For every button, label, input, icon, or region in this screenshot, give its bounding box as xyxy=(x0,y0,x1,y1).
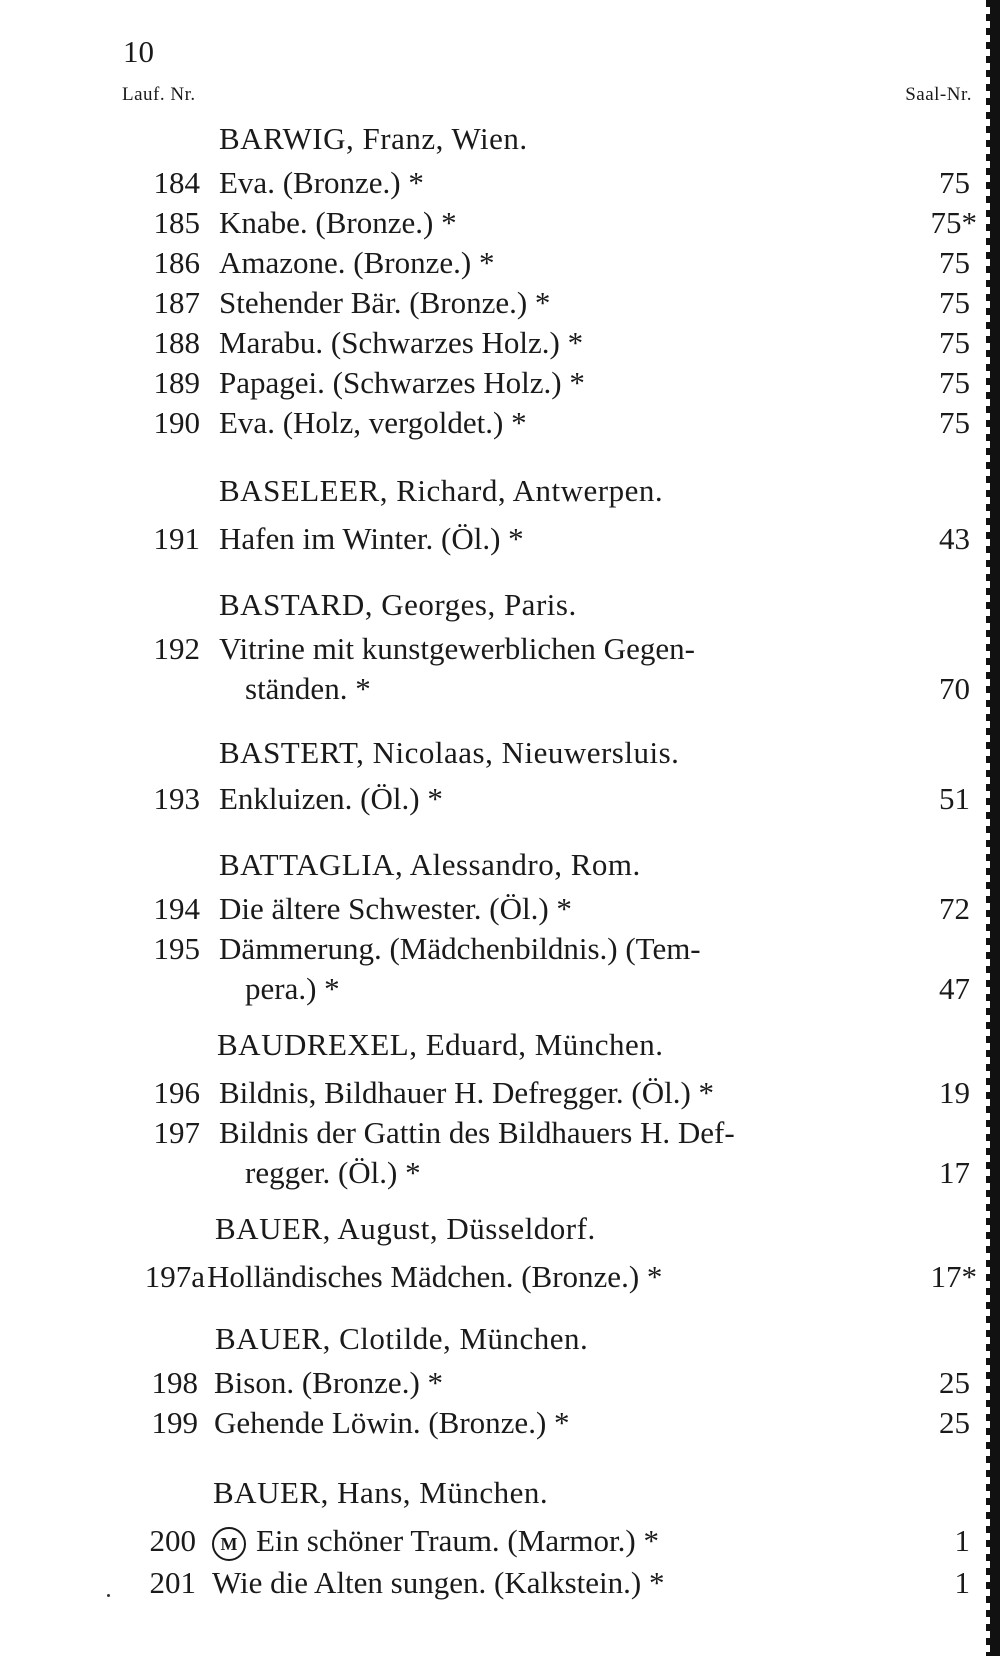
entry-number: 185 xyxy=(153,205,200,240)
entry-title-continuation: regger. (Öl.) * xyxy=(245,1155,421,1190)
catalog-entry xyxy=(0,1561,1000,1605)
entry-hall: 75 xyxy=(939,405,970,440)
entry-title: Gehende Löwin. (Bronze.) * xyxy=(214,1405,570,1440)
entry-hall: 72 xyxy=(939,891,970,926)
entry-number: 200 xyxy=(149,1523,196,1558)
entry-title: Eva. (Bronze.) * xyxy=(219,165,424,200)
entry-number: 195 xyxy=(153,931,200,966)
entry-hall: 47 xyxy=(939,971,970,1006)
entry-hall: 17 xyxy=(939,1155,970,1190)
catalog-entry xyxy=(0,1401,1000,1445)
entry-number: 196 xyxy=(153,1075,200,1110)
entry-title: Eva. (Holz, vergoldet.) * xyxy=(219,405,527,440)
entry-number: 197 xyxy=(153,1115,200,1150)
entry-title-wrapper xyxy=(212,1519,659,1563)
entry-number: 189 xyxy=(153,365,200,400)
entry-hall: 43 xyxy=(939,521,970,556)
entry-title: Holländisches Mädchen. (Bronze.) * xyxy=(207,1259,663,1294)
entry-title: Amazone. (Bronze.) * xyxy=(219,245,495,280)
artist-heading: BATTAGLIA, Alessandro, Rom. xyxy=(219,847,641,882)
entry-number: 193 xyxy=(153,781,200,816)
print-speck xyxy=(107,1594,110,1597)
catalog-entry xyxy=(0,241,1000,285)
entry-title: Wie die Alten sungen. (Kalkstein.) * xyxy=(212,1565,665,1600)
entry-title: Enkluizen. (Öl.) * xyxy=(219,781,443,816)
entry-number: 186 xyxy=(153,245,200,280)
entry-hall: 75* xyxy=(930,205,977,240)
catalog-entry xyxy=(0,777,1000,821)
artist-heading: BASELEER, Richard, Antwerpen. xyxy=(219,473,664,508)
entry-title: Die ältere Schwester. (Öl.) * xyxy=(219,891,572,926)
artist-heading: BASTARD, Georges, Paris. xyxy=(219,587,577,622)
catalog-entry xyxy=(0,1361,1000,1405)
entry-title: Dämmerung. (Mädchenbildnis.) (Tem- xyxy=(219,931,701,966)
entry-number: 198 xyxy=(151,1365,198,1400)
catalog-entry-continuation xyxy=(0,967,1000,1011)
entry-title: Bildnis, Bildhauer H. Defregger. (Öl.) * xyxy=(219,1075,715,1110)
entry-title: Knabe. (Bronze.) * xyxy=(219,205,457,240)
catalog-entry xyxy=(0,201,1000,245)
catalog-entry xyxy=(0,1071,1000,1115)
column-header-lauf-nr: Lauf. Nr. xyxy=(122,84,196,105)
catalog-entry xyxy=(0,361,1000,405)
artist-heading: BAUDREXEL, Eduard, München. xyxy=(217,1027,664,1062)
artist-heading: BAUER, August, Düsseldorf. xyxy=(215,1211,596,1246)
catalog-entry-continuation xyxy=(0,1151,1000,1195)
entry-title: Bison. (Bronze.) * xyxy=(214,1365,444,1400)
entry-number: 201 xyxy=(149,1565,196,1600)
medal-monogram-icon: M xyxy=(212,1527,246,1561)
entry-hall: 75 xyxy=(939,285,970,320)
entry-hall: 70 xyxy=(939,671,970,706)
entry-number: 194 xyxy=(153,891,200,926)
catalog-entry xyxy=(0,517,1000,561)
entry-title: Marabu. (Schwarzes Holz.) * xyxy=(219,325,584,360)
artist-heading: BAUER, Hans, München. xyxy=(213,1475,549,1510)
catalog-entry xyxy=(0,281,1000,325)
entry-number: 184 xyxy=(153,165,200,200)
catalog-entry xyxy=(0,321,1000,365)
entry-number: 187 xyxy=(153,285,200,320)
entry-hall: 51 xyxy=(939,781,970,816)
catalog-entry-continuation xyxy=(0,667,1000,711)
entry-hall: 75 xyxy=(939,245,970,280)
entry-hall: 17* xyxy=(930,1259,977,1294)
entry-hall: 75 xyxy=(939,325,970,360)
entry-hall: 25 xyxy=(939,1365,970,1400)
catalog-entry xyxy=(0,887,1000,931)
entry-number: 199 xyxy=(151,1405,198,1440)
page-number: 10 xyxy=(123,34,154,69)
entry-number: 188 xyxy=(153,325,200,360)
entry-hall: 75 xyxy=(939,165,970,200)
catalog-entry xyxy=(0,161,1000,205)
entry-title-continuation: pera.) * xyxy=(245,971,340,1006)
entry-title: Bildnis der Gattin des Bildhauers H. Def- xyxy=(219,1115,735,1150)
entry-title: Stehender Bär. (Bronze.) * xyxy=(219,285,551,320)
catalog-entry xyxy=(0,1519,1000,1563)
artist-heading: BASTERT, Nicolaas, Nieuwersluis. xyxy=(219,735,680,770)
entry-number: 190 xyxy=(153,405,200,440)
column-header-saal-nr: Saal-Nr. xyxy=(905,84,972,105)
catalog-entry xyxy=(0,1111,1000,1155)
entry-title: Hafen im Winter. (Öl.) * xyxy=(219,521,524,556)
artist-heading: BAUER, Clotilde, München. xyxy=(215,1321,589,1356)
catalog-entry xyxy=(0,401,1000,445)
entry-hall: 1 xyxy=(954,1565,970,1600)
entry-number: 197a xyxy=(144,1259,205,1294)
entry-hall: 75 xyxy=(939,365,970,400)
entry-title: Papagei. (Schwarzes Holz.) * xyxy=(219,365,585,400)
entry-number: 192 xyxy=(153,631,200,666)
entry-title: Vitrine mit kunstgewerblichen Gegen- xyxy=(219,631,695,666)
entry-title-continuation: ständen. * xyxy=(245,671,371,706)
artist-heading: BARWIG, Franz, Wien. xyxy=(219,121,528,156)
entry-hall: 1 xyxy=(954,1523,970,1558)
entry-number: 191 xyxy=(153,521,200,556)
catalog-entry xyxy=(0,627,1000,671)
entry-hall: 19 xyxy=(939,1075,970,1110)
entry-hall: 25 xyxy=(939,1405,970,1440)
entry-title: Ein schöner Traum. (Marmor.) * xyxy=(256,1523,659,1558)
catalog-entry xyxy=(0,927,1000,971)
catalog-entry xyxy=(0,1255,1000,1299)
